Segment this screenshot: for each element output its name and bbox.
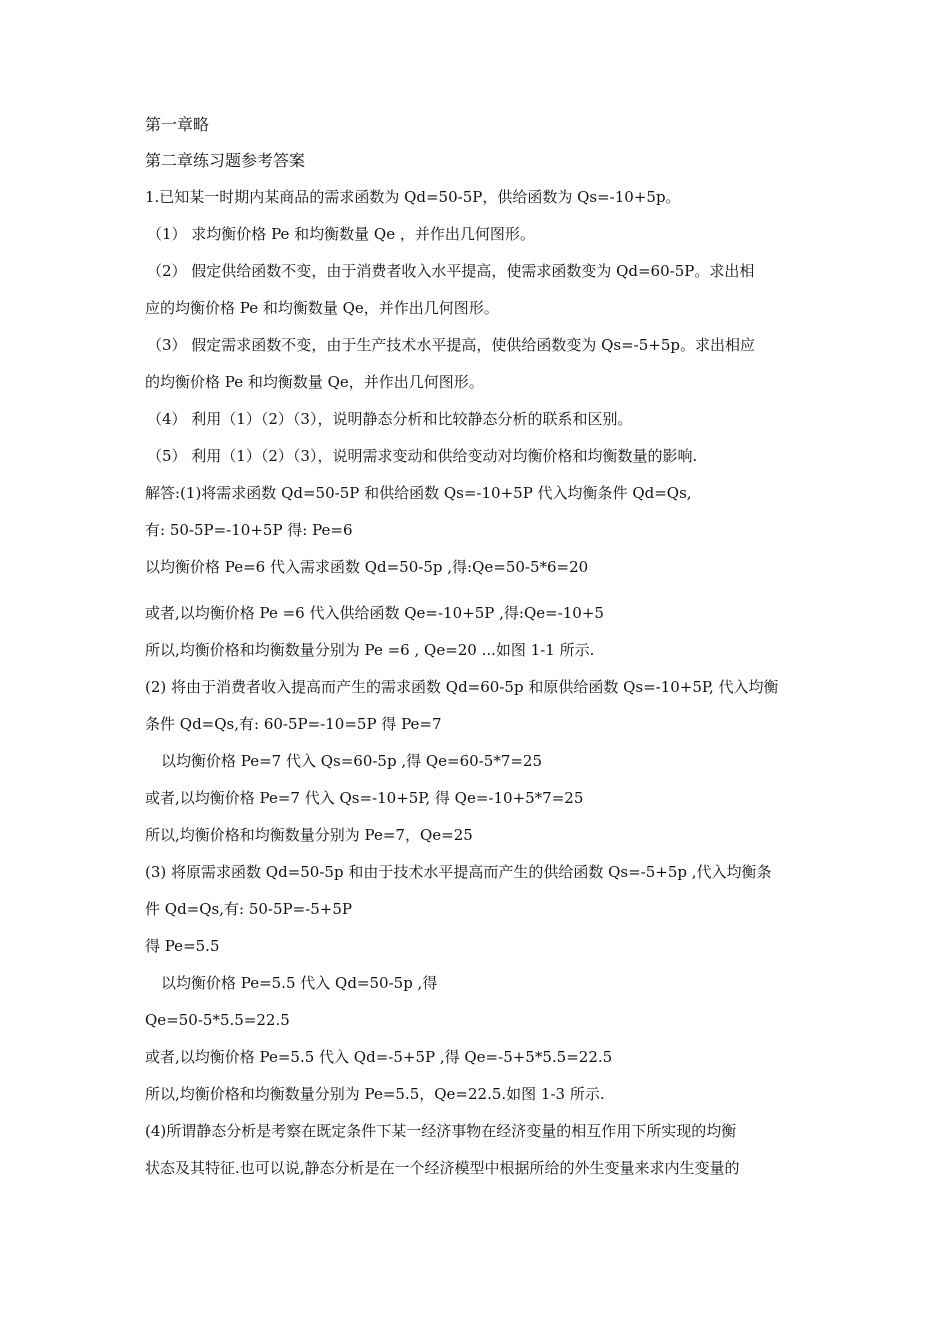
chapter-one-heading: 第一章略	[145, 115, 210, 134]
answer-4-line-1: (4)所谓静态分析是考察在既定条件下某一经济事物在经济变量的相互作用下所实现的均衡	[145, 1122, 737, 1140]
answer-3-line-5: Qe=50-5*5.5=22.5	[145, 1011, 290, 1029]
answer-1-line-3: 以均衡价格 Pe=6 代入需求函数 Qd=50-5p ,得:Qe=50-5*6=20	[145, 558, 589, 576]
answer-4-line-2: 状态及其特征.也可以说,静态分析是在一个经济模型中根据所给的外生变量来求内生变量的	[145, 1159, 740, 1177]
answer-3-line-3: 得 Pe=5.5	[145, 937, 220, 955]
answer-1-line-5: 所以,均衡价格和均衡数量分别为 Pe =6 , Qe=20 ...如图 1-1 所示.	[145, 641, 595, 659]
question-1-part-3-line-2: 的均衡价格 Pe 和均衡数量 Qe，并作出几何图形。	[145, 373, 484, 391]
answer-1-line-2: 有: 50-5P=-10+5P 得: Pe=6	[145, 521, 353, 539]
answer-3-line-6: 或者,以均衡价格 Pe=5.5 代入 Qd=-5+5P ,得 Qe=-5+5*5.5=22.5	[145, 1048, 613, 1066]
document-body	[145, 114, 810, 1194]
chapter-two-heading: 第二章练习题参考答案	[145, 151, 306, 170]
question-1-part-3-line-1: （3） 假定需求函数不变，由于生产技术水平提高，使供给函数变为 Qs=-5+5p。求出相应	[147, 336, 755, 354]
question-1-part-1: （1） 求均衡价格 Pe 和均衡数量 Qe ，并作出几何图形。	[147, 225, 535, 243]
question-1-part-5: （5） 利用（1）（2）（3），说明需求变动和供给变动对均衡价格和均衡数量的影响.	[147, 447, 698, 465]
answer-2-line-3: 以均衡价格 Pe=7 代入 Qs=60-5p ,得 Qe=60-5*7=25	[161, 752, 543, 770]
question-1-statement: 1.已知某一时期内某商品的需求函数为 Qd=50-5P，供给函数为 Qs=-10+5p。	[145, 188, 681, 206]
answer-3-line-7: 所以,均衡价格和均衡数量分别为 Pe=5.5，Qe=22.5.如图 1-3 所示.	[145, 1085, 605, 1103]
answer-2-line-1: (2) 将由于消费者收入提高而产生的需求函数 Qd=60-5p 和原供给函数 Qs=-10+5P, 代入均衡	[145, 678, 779, 696]
answer-3-line-1: (3) 将原需求函数 Qd=50-5p 和由于技术水平提高而产生的供给函数 Qs=-5+5p ,代入均衡条	[145, 863, 772, 881]
answer-1-line-4: 或者,以均衡价格 Pe =6 代入供给函数 Qe=-10+5P ,得:Qe=-10+5	[145, 604, 604, 622]
answer-2-line-5: 所以,均衡价格和均衡数量分别为 Pe=7，Qe=25	[145, 826, 473, 844]
answer-3-line-2: 件 Qd=Qs,有: 50-5P=-5+5P	[145, 900, 352, 918]
question-1-part-2-line-2: 应的均衡价格 Pe 和均衡数量 Qe，并作出几何图形。	[145, 299, 499, 317]
question-1-part-2-line-1: （2） 假定供给函数不变，由于消费者收入水平提高，使需求函数变为 Qd=60-5P。求出相	[147, 262, 755, 280]
answer-3-line-4: 以均衡价格 Pe=5.5 代入 Qd=50-5p ,得	[161, 974, 438, 992]
answer-2-line-4: 或者,以均衡价格 Pe=7 代入 Qs=-10+5P, 得 Qe=-10+5*7=25	[145, 789, 584, 807]
answer-2-line-2: 条件 Qd=Qs,有: 60-5P=-10=5P 得 Pe=7	[145, 715, 442, 733]
answer-1-line-1: 解答:(1)将需求函数 Qd=50-5P 和供给函数 Qs=-10+5P 代入均衡条件 Qd=Qs,	[145, 484, 692, 502]
question-1-part-4: （4） 利用（1）（2）（3），说明静态分析和比较静态分析的联系和区别。	[147, 410, 633, 428]
